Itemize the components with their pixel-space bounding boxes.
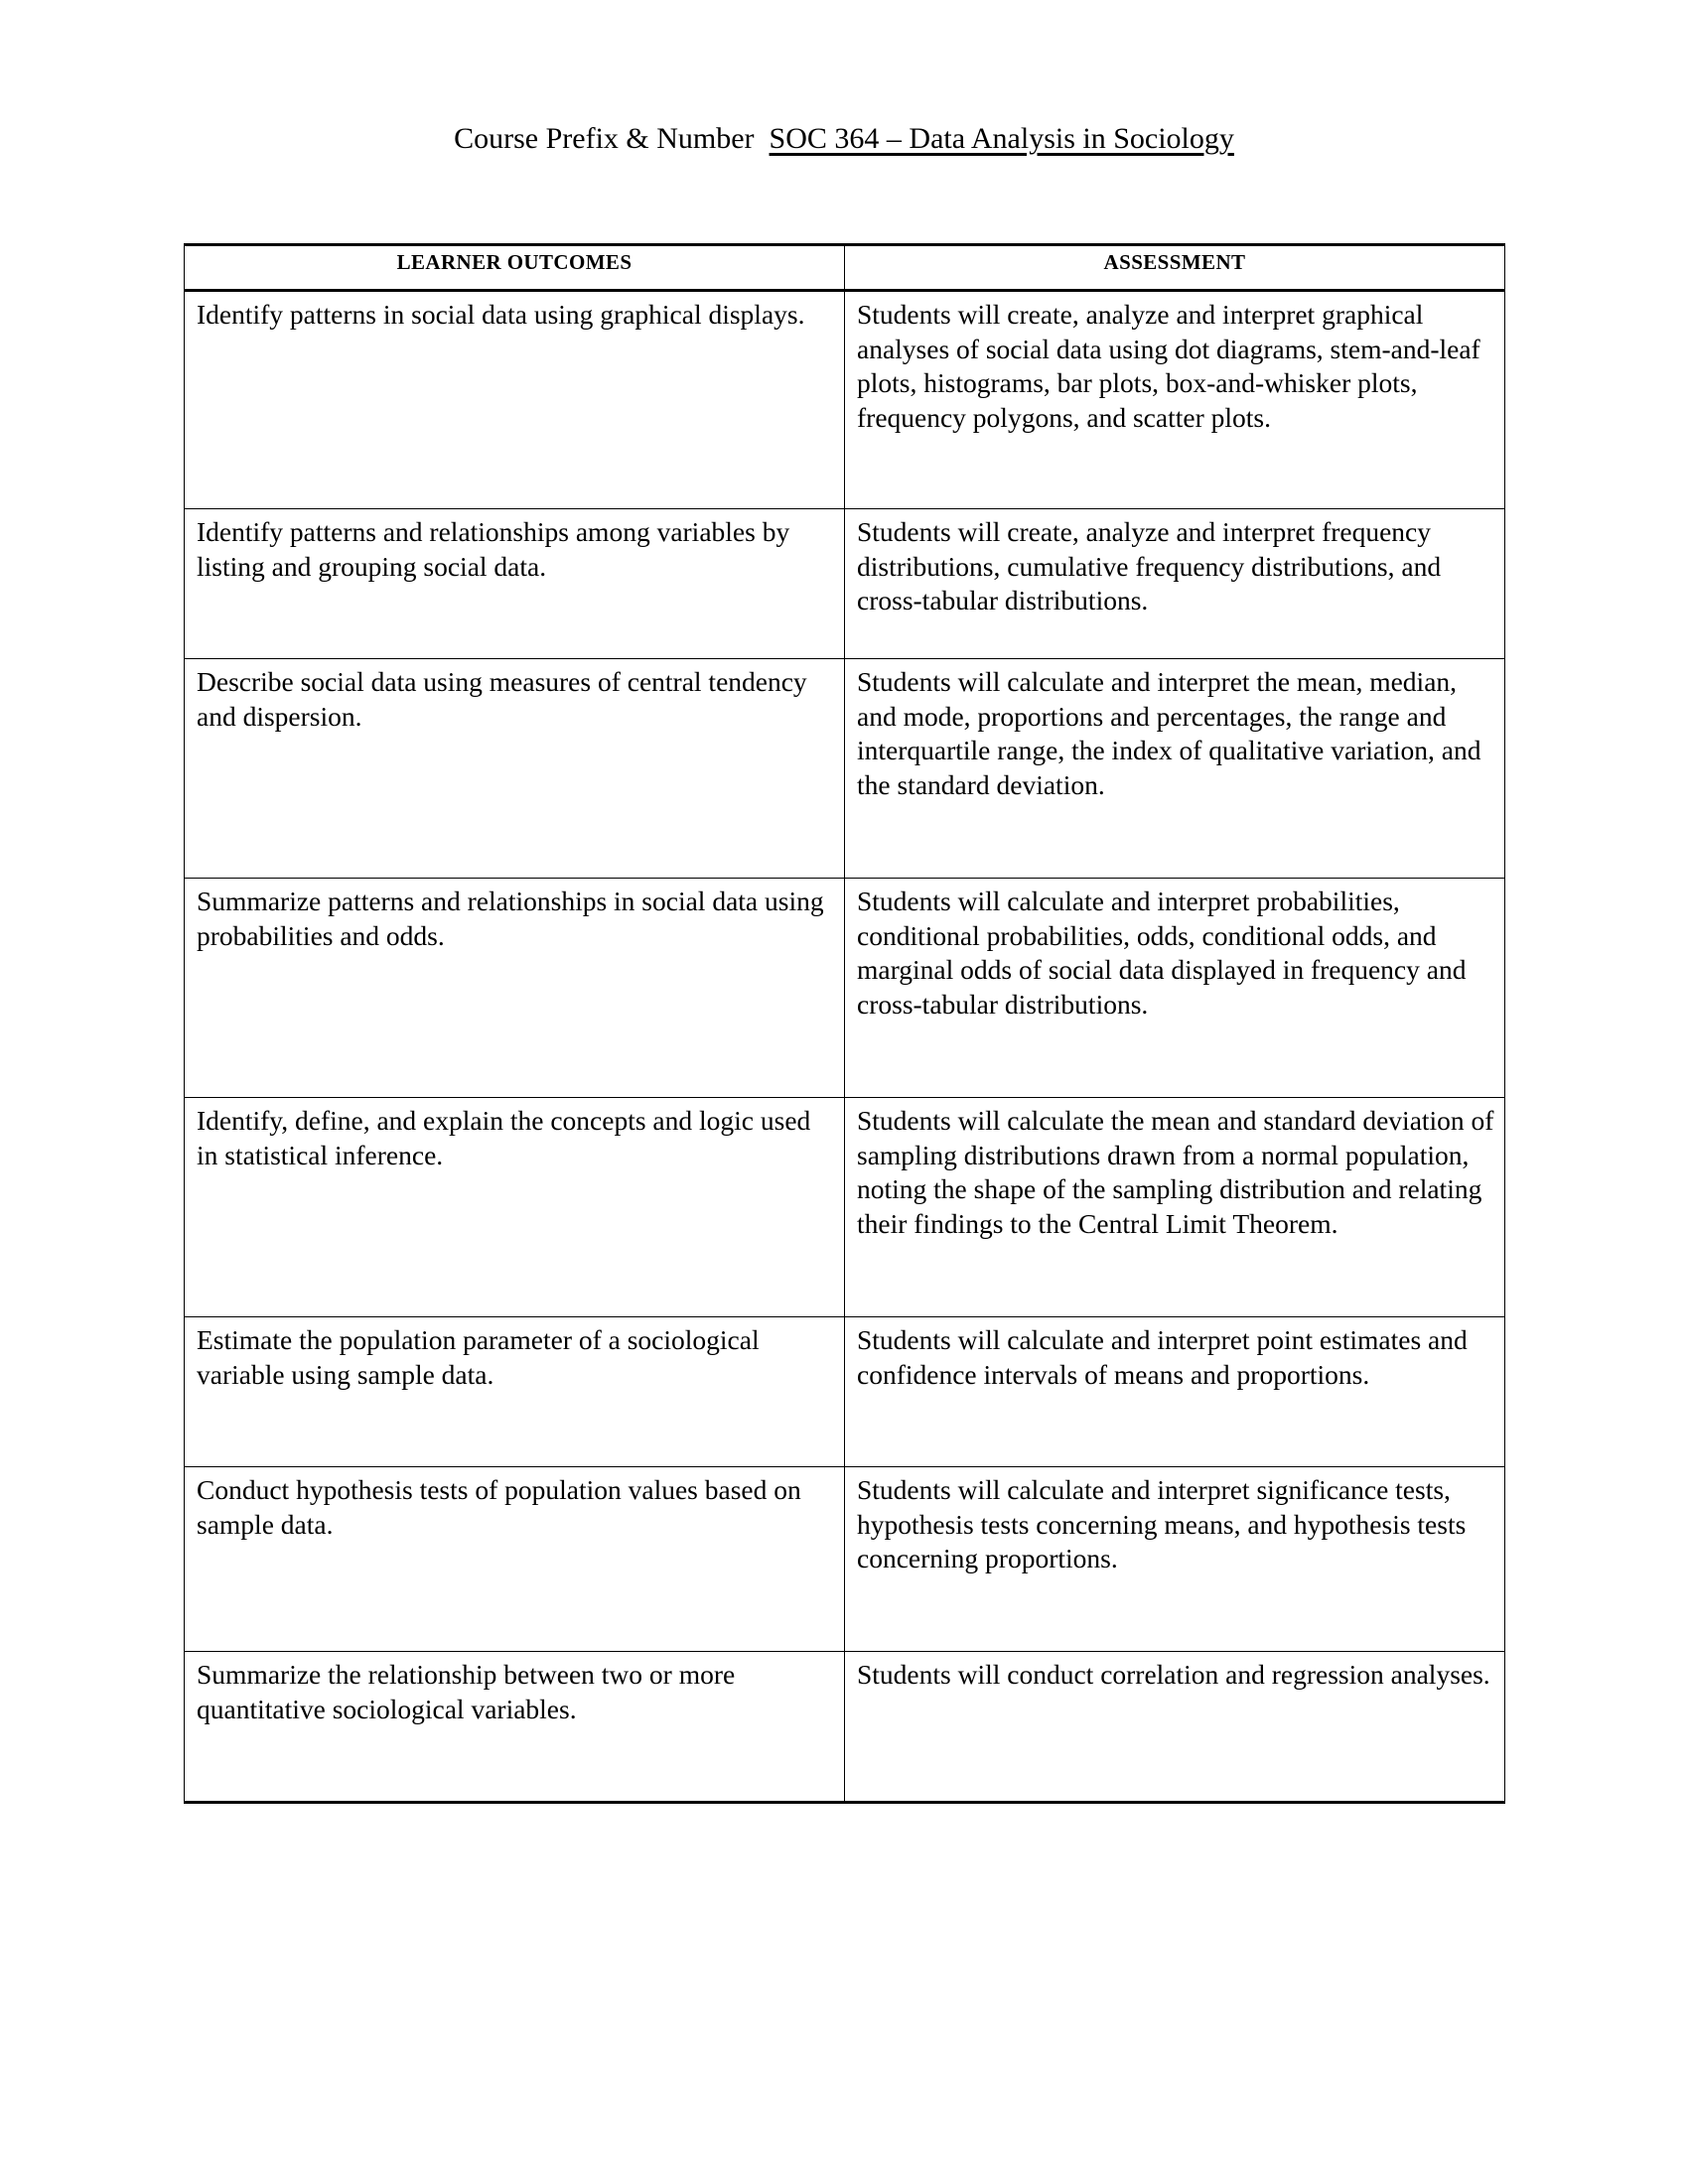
table-row [185, 659, 1505, 879]
page-title [0, 121, 1688, 157]
assessment-cell [845, 291, 1505, 509]
outcome-cell [185, 659, 845, 879]
assessment-text: Students will calculate and interpret significance tests, hypothesis tests concerning means, and hypothesis tests concerning proportions. [857, 1474, 1467, 1573]
table-body [185, 291, 1505, 1803]
course-prefix-value: SOC 364 – Data Analysis in Sociology [769, 122, 1234, 155]
outcome-cell [185, 1098, 845, 1317]
outcome-cell [185, 291, 845, 509]
assessment-cell [845, 509, 1505, 659]
column-header-assessment: ASSESSMENT [845, 245, 1505, 291]
assessment-cell [845, 1652, 1505, 1803]
table-row [185, 1317, 1505, 1467]
assessment-cell [845, 1098, 1505, 1317]
course-prefix-label: Course Prefix & Number [454, 122, 755, 155]
learner-outcomes-table [184, 243, 1505, 1804]
table-row [185, 879, 1505, 1098]
outcome-text: Describe social data using measures of central tendency and dispersion. [197, 666, 807, 732]
outcome-cell [185, 1317, 845, 1467]
table-header [185, 245, 1505, 291]
outcome-cell [185, 879, 845, 1098]
outcome-text: Identify patterns in social data using graphical displays. [197, 299, 805, 330]
outcome-text: Estimate the population parameter of a sociological variable using sample data. [197, 1324, 760, 1390]
table-header-row [185, 245, 1505, 291]
assessment-cell [845, 879, 1505, 1098]
assessment-text: Students will calculate and interpret the mean, median, and mode, proportions and percentages, the range and interquartile range, the index of qualitative variation, and the standard deviation. [857, 666, 1481, 800]
column-header-learner-outcomes: LEARNER OUTCOMES [185, 245, 845, 291]
outcome-cell [185, 1652, 845, 1803]
outcome-text: Conduct hypothesis tests of population values based on sample data. [197, 1474, 801, 1540]
outcome-text: Identify, define, and explain the concepts and logic used in statistical inference. [197, 1105, 811, 1170]
assessment-text: Students will create, analyze and interpret graphical analyses of social data using dot diagrams, stem-and-leaf plots, histograms, bar plots, box-and-whisker plots, frequency polygons, and scatter plots. [857, 299, 1480, 433]
assessment-cell [845, 1467, 1505, 1652]
outcome-text: Summarize the relationship between two or more quantitative sociological variables. [197, 1659, 736, 1724]
table-row [185, 509, 1505, 659]
assessment-cell [845, 1317, 1505, 1467]
table-row [185, 291, 1505, 509]
outcome-text: Identify patterns and relationships among variables by listing and grouping social data. [197, 516, 790, 582]
table-row [185, 1467, 1505, 1652]
outcome-text: Summarize patterns and relationships in social data using probabilities and odds. [197, 886, 824, 951]
outcome-cell [185, 509, 845, 659]
title-spacer [755, 122, 770, 155]
table-row [185, 1098, 1505, 1317]
assessment-text: Students will create, analyze and interpret frequency distributions, cumulative frequency distributions, and cross-tabular distributions. [857, 516, 1442, 615]
assessment-text: Students will conduct correlation and regression analyses. [857, 1659, 1490, 1690]
outcome-cell [185, 1467, 845, 1652]
table-row [185, 1652, 1505, 1803]
assessment-text: Students will calculate and interpret probabilities, conditional probabilities, odds, conditional odds, and marginal odds of social data displayed in frequency and cross-tabular distributions. [857, 886, 1467, 1020]
assessment-cell [845, 659, 1505, 879]
assessment-text: Students will calculate the mean and standard deviation of sampling distributions drawn from a normal population, noting the shape of the sampling distribution and relating their findings to the Central Limit Theorem. [857, 1105, 1494, 1239]
assessment-text: Students will calculate and interpret point estimates and confidence intervals of means and proportions. [857, 1324, 1468, 1390]
